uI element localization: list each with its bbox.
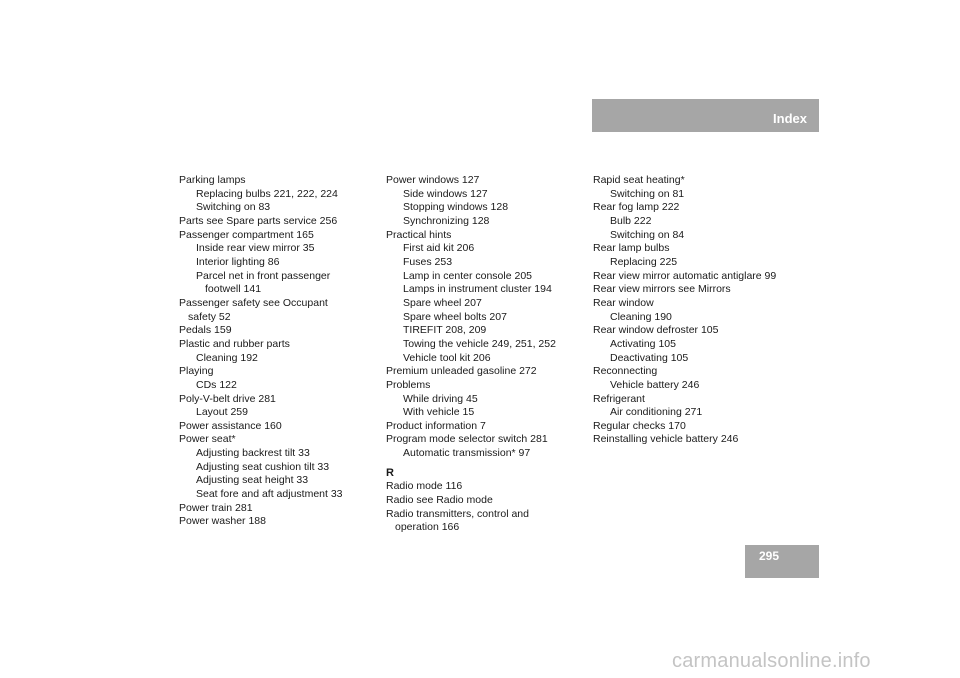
index-entry: Rear window: [593, 296, 654, 309]
index-entry: Rear view mirrors see Mirrors: [593, 283, 731, 296]
index-entry: Radio see Radio mode: [386, 494, 493, 507]
index-entry: Inside rear view mirror 35: [196, 242, 315, 255]
index-entry: Layout 259: [196, 406, 248, 419]
index-column-2: [386, 174, 586, 535]
index-entry: TIREFIT 208, 209: [403, 324, 487, 337]
page-number-tab: [745, 545, 819, 578]
index-entry: Bulb 222: [610, 214, 652, 227]
index-entry: Premium unleaded gasoline 272: [386, 365, 537, 378]
index-entry: Passenger compartment 165: [179, 228, 314, 241]
index-entry: operation 166: [395, 521, 460, 534]
index-entry: Practical hints: [386, 228, 452, 241]
index-entry: Product information 7: [386, 419, 486, 432]
index-entry: footwell 141: [205, 283, 262, 296]
index-entry: Power windows 127: [386, 174, 480, 186]
index-entry: Spare wheel bolts 207: [403, 310, 507, 323]
index-entry: Power assistance 160: [179, 419, 282, 432]
index-entry: Cleaning 192: [196, 351, 258, 364]
index-entry: Playing: [179, 365, 214, 378]
index-entry: Deactivating 105: [610, 351, 689, 364]
index-entry: Parts see Spare parts service 256: [179, 214, 338, 227]
index-entry: Program mode selector switch 281: [386, 433, 548, 446]
index-entry: Parcel net in front passenger: [196, 269, 331, 282]
index-entry: Rear fog lamp 222: [593, 201, 680, 214]
index-title: Index: [773, 111, 807, 126]
index-entry: Power washer 188: [179, 515, 266, 528]
index-header-tab: [592, 99, 819, 132]
index-entry: Switching on 81: [610, 187, 685, 200]
index-entry: Interior lighting 86: [196, 255, 280, 268]
index-entry: Radio mode 116: [386, 480, 463, 493]
index-entry: Synchronizing 128: [403, 214, 490, 227]
index-entry: Fuses 253: [403, 255, 453, 268]
index-entry: Reconnecting: [593, 365, 658, 378]
index-entry: CDs 122: [196, 378, 237, 391]
index-entry: Lamps in instrument cluster 194: [403, 283, 552, 296]
index-entry: Replacing 225: [610, 255, 678, 268]
index-entry: Rapid seat heating*: [593, 174, 685, 186]
index-entry: Switching on 84: [610, 228, 685, 241]
index-entry: Passenger safety see Occupant: [179, 296, 328, 309]
index-entry: Cleaning 190: [610, 310, 672, 323]
index-entry: Adjusting seat cushion tilt 33: [196, 460, 330, 473]
index-entry: Towing the vehicle 249, 251, 252: [403, 337, 556, 350]
index-entry: Regular checks 170: [593, 419, 686, 432]
index-entry: Side windows 127: [403, 187, 488, 200]
index-entry: Poly-V-belt drive 281: [179, 392, 276, 405]
index-entry: Stopping windows 128: [403, 201, 509, 214]
index-entry: Spare wheel 207: [403, 296, 482, 309]
index-entry: Power seat*: [179, 433, 236, 446]
index-entry: Vehicle battery 246: [610, 378, 700, 391]
index-entry: Problems: [386, 378, 431, 391]
index-entry: Activating 105: [610, 337, 676, 350]
index-entry: Pedals 159: [179, 324, 232, 337]
index-entry: Parking lamps: [179, 174, 246, 186]
index-entry: Adjusting backrest tilt 33: [196, 447, 310, 460]
index-letter-heading: R: [386, 466, 394, 479]
index-entry: Lamp in center console 205: [403, 269, 532, 282]
index-entry: Rear view mirror automatic antiglare 99: [593, 269, 777, 282]
index-entry: Refrigerant: [593, 392, 645, 405]
page-number: 295: [759, 549, 780, 563]
index-entry: Power train 281: [179, 501, 253, 514]
index-entry: While driving 45: [403, 392, 478, 405]
index-entry: Radio transmitters, control and: [386, 507, 529, 520]
index-entry: Adjusting seat height 33: [196, 474, 309, 487]
index-entry: Seat fore and aft adjustment 33: [196, 488, 343, 501]
index-entry: Replacing bulbs 221, 222, 224: [196, 187, 338, 200]
index-entry: Air conditioning 271: [610, 406, 703, 419]
index-entry: Reinstalling vehicle battery 246: [593, 433, 739, 446]
index-entry: Rear lamp bulbs: [593, 242, 670, 255]
index-entry: First aid kit 206: [403, 242, 475, 255]
index-column-1: [179, 174, 379, 529]
watermark-text: carmanualsonline.info: [672, 650, 871, 672]
index-column-3: [593, 174, 793, 447]
index-entry: Switching on 83: [196, 201, 271, 214]
index-entry: Rear window defroster 105: [593, 324, 719, 337]
index-entry: Plastic and rubber parts: [179, 337, 290, 350]
index-entry: Automatic transmission* 97: [403, 447, 531, 460]
index-entry: Vehicle tool kit 206: [403, 351, 491, 364]
index-entry: safety 52: [188, 310, 231, 323]
index-entry: With vehicle 15: [403, 406, 475, 419]
